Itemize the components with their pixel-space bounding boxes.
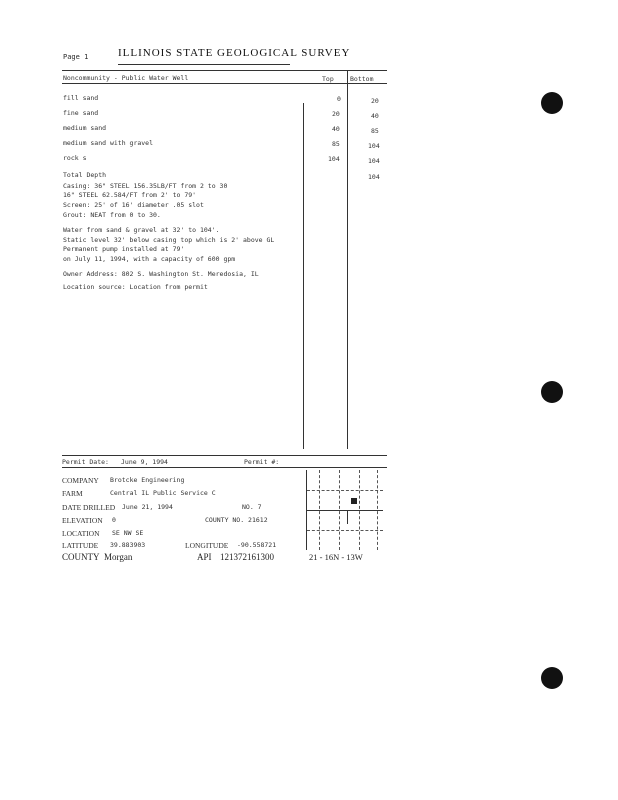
log-row-material: medium sand <box>63 124 107 132</box>
page-title: ILLINOIS STATE GEOLOGICAL SURVEY <box>118 47 351 59</box>
grout-note: Grout: NEAT from 0 to 30. <box>63 211 161 219</box>
total-depth-label: Total Depth <box>63 171 107 179</box>
county-label: COUNTY <box>62 552 100 562</box>
date-drilled-label: DATE DRILLED <box>62 503 116 512</box>
location-value: SE NW SE <box>112 529 144 537</box>
pump-date-note: on July 11, 1994, with a capacity of 600 gpm <box>63 255 236 263</box>
latitude-value: 39.883903 <box>110 541 146 549</box>
punch-hole-middle <box>541 381 563 403</box>
static-level-note: Static level 32' below casing top which is 2' above GL <box>63 236 275 244</box>
log-row-material: fill sand <box>63 94 99 102</box>
bottom-column-line <box>347 71 348 449</box>
title-underline <box>118 64 290 65</box>
screen-note: Screen: 25' of 16' diameter .05 slot <box>63 201 204 209</box>
log-row-top: 40 <box>332 125 340 133</box>
log-row-bottom: 20 <box>371 97 379 105</box>
county-value: Morgan <box>104 552 133 562</box>
longitude-label: LONGITUDE <box>185 541 229 550</box>
table-top-rule <box>62 70 387 71</box>
permit-number-label: Permit #: <box>244 458 280 466</box>
log-row-top: 104 <box>328 155 340 163</box>
date-drilled-value: June 21, 1994 <box>122 503 173 511</box>
latitude-label: LATITUDE <box>62 541 99 550</box>
total-depth-value: 104 <box>368 173 380 181</box>
api-value: 121372161300 <box>220 552 274 562</box>
log-row-bottom: 104 <box>368 142 380 150</box>
location-label: LOCATION <box>62 529 100 538</box>
casing-line-2: 16" STEEL 62.584/FT from 2' to 79' <box>63 191 197 199</box>
owner-address: Owner Address: 802 S. Washington St. Meredosia, IL <box>63 270 259 278</box>
company-value: Brotcke Engineering <box>110 476 185 484</box>
table-header-rule <box>62 83 387 84</box>
log-row-material: rock s <box>63 154 87 162</box>
county-number: COUNTY NO. 21612 <box>205 516 268 524</box>
pump-note: Permanent pump installed at 79' <box>63 245 185 253</box>
log-row-top: 85 <box>332 140 340 148</box>
location-source: Location source: Location from permit <box>63 283 208 291</box>
company-label: COMPANY <box>62 476 99 485</box>
casing-line-1: Casing: 36" STEEL 156.35LB/FT from 2 to 30 <box>63 182 228 190</box>
farm-value: Central IL Public Service C <box>110 489 216 497</box>
longitude-value: -90.558721 <box>237 541 277 549</box>
page-label: Page 1 <box>63 53 89 61</box>
permit-date-label: Permit Date: <box>62 458 109 466</box>
section-grid <box>306 470 383 550</box>
top-column-line <box>303 103 304 449</box>
api-label: API <box>197 552 212 562</box>
log-row-bottom: 104 <box>368 157 380 165</box>
elevation-label: ELEVATION <box>62 516 103 525</box>
elevation-value: 0 <box>112 516 116 524</box>
farm-label: FARM <box>62 489 83 498</box>
log-row-bottom: 85 <box>371 127 379 135</box>
log-row-bottom: 40 <box>371 112 379 120</box>
log-row-top: 0 <box>337 95 341 103</box>
bottom-header: Bottom <box>350 75 374 83</box>
permit-rule-top <box>62 455 387 456</box>
well-number: NO. 7 <box>242 503 262 511</box>
punch-hole-top <box>541 92 563 114</box>
top-header: Top <box>322 75 334 83</box>
log-row-material: medium sand with gravel <box>63 139 154 147</box>
permit-date-value: June 9, 1994 <box>121 458 168 466</box>
water-note: Water from sand & gravel at 32' to 104'. <box>63 226 220 234</box>
permit-rule-bottom <box>62 467 387 468</box>
description-header: Noncommunity - Public Water Well <box>63 74 189 82</box>
punch-hole-bottom <box>541 667 563 689</box>
log-row-material: fine sand <box>63 109 99 117</box>
log-row-top: 20 <box>332 110 340 118</box>
section-township-range: 21 - 16N - 13W <box>309 552 363 562</box>
